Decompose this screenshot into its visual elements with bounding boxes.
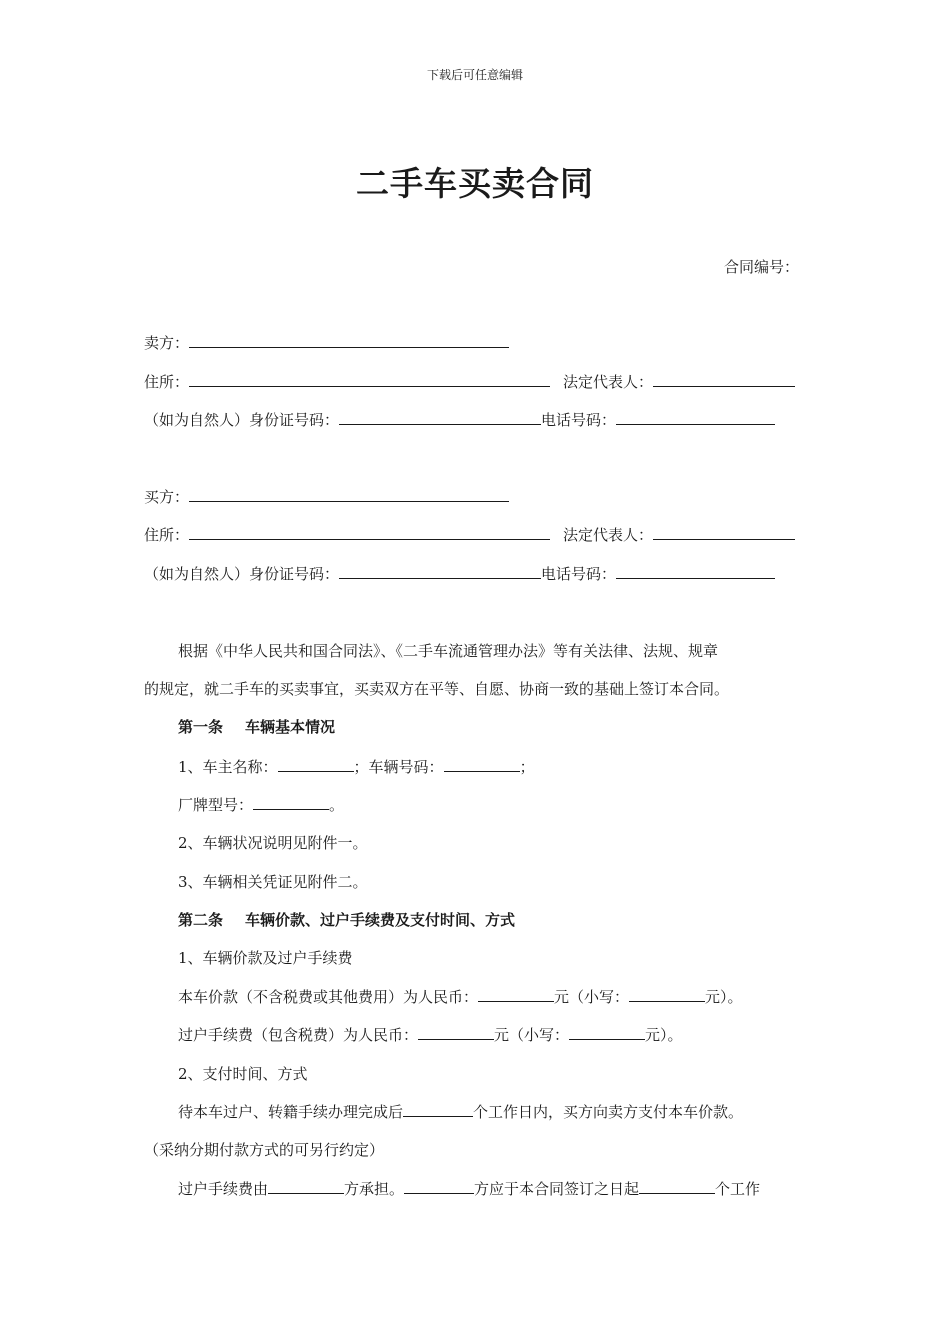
buyer-name-label: 买方： [144, 488, 190, 506]
price-small-field[interactable] [629, 986, 705, 1002]
bearer-text-b: 方承担。 [344, 1180, 405, 1198]
model-label: 厂牌型号： [178, 796, 254, 814]
seller-phone-label: 电话号码： [541, 411, 617, 429]
bearer-text-a: 过户手续费由 [178, 1180, 269, 1198]
intro-line-1: 根据《中华人民共和国合同法》、《二手车流通管理办法》等有关法律、法规、规章 [178, 642, 719, 660]
buyer-legal-rep-line [563, 524, 795, 545]
bearer-text-c: 方应于本合同签订之日起 [474, 1180, 640, 1198]
owner-name-field[interactable] [278, 756, 354, 772]
buyer-id-field[interactable] [339, 563, 541, 579]
article-2-heading [178, 909, 515, 930]
price-label: 本车价款（不含税费或其他费用）为人民币： [178, 988, 479, 1006]
seller-name-line [144, 332, 509, 353]
fee-label: 过户手续费（包含税费）为人民币： [178, 1026, 419, 1044]
buyer-name-field[interactable] [189, 486, 509, 502]
article-2-number: 第二条 [178, 911, 224, 929]
article-1-number: 第一条 [178, 718, 224, 736]
buyer-id-line [144, 563, 775, 584]
fee-end: 元）。 [645, 1026, 683, 1044]
price-line [178, 986, 743, 1007]
buyer-phone-label: 电话号码： [541, 565, 617, 583]
buyer-phone-field[interactable] [616, 563, 775, 579]
payment-line [178, 1101, 743, 1122]
seller-legal-rep-label: 法定代表人： [563, 373, 654, 391]
article-1-title: 车辆基本情况 [245, 718, 336, 736]
seller-id-line [144, 409, 775, 430]
seller-name-label: 卖方： [144, 334, 190, 352]
model-end: 。 [329, 796, 345, 814]
seller-address-line [144, 371, 550, 392]
buyer-name-line [144, 486, 509, 507]
intro-line-2: 的规定，就二手车的买卖事宜，买卖双方在平等、自愿、协商一致的基础上签订本合同。 [144, 680, 730, 698]
buyer-id-label: （如为自然人）身份证号码： [144, 565, 340, 583]
seller-id-label: （如为自然人）身份证号码： [144, 411, 340, 429]
seller-address-label: 住所： [144, 373, 190, 391]
plate-number-field[interactable] [444, 756, 520, 772]
price-small-label: 元（小写： [554, 988, 630, 1006]
contract-number-label: 合同编号： [724, 258, 800, 276]
seller-address-field[interactable] [189, 371, 550, 387]
fee-bearer-line [178, 1178, 760, 1199]
buyer-address-field[interactable] [189, 524, 550, 540]
buyer-address-line [144, 524, 550, 545]
bearer-party-2-field[interactable] [404, 1178, 474, 1194]
buyer-legal-rep-label: 法定代表人： [563, 526, 654, 544]
model-field[interactable] [253, 794, 329, 810]
seller-legal-rep-field[interactable] [653, 371, 795, 387]
payment-note: （采纳分期付款方式的可另行约定） [144, 1141, 385, 1159]
seller-id-field[interactable] [339, 409, 541, 425]
price-field[interactable] [478, 986, 554, 1002]
article-1-item-3: 3、车辆相关凭证见附件二。 [178, 873, 368, 891]
article-2-sub-2: 2、支付时间、方式 [178, 1065, 308, 1083]
owner-name-label: 1、车主名称： [178, 758, 278, 776]
bearer-party-field[interactable] [268, 1178, 344, 1194]
article-2-sub-1: 1、车辆价款及过户手续费 [178, 949, 353, 967]
fee-field[interactable] [418, 1024, 494, 1040]
price-end: 元）。 [705, 988, 743, 1006]
fee-line [178, 1024, 683, 1045]
bearer-days-field[interactable] [639, 1178, 715, 1194]
fee-small-field[interactable] [569, 1024, 645, 1040]
article-1-item-2: 2、车辆状况说明见附件一。 [178, 834, 368, 852]
buyer-address-label: 住所： [144, 526, 190, 544]
buyer-legal-rep-field[interactable] [653, 524, 795, 540]
seller-name-field[interactable] [189, 332, 509, 348]
plate-number-label: ；车辆号码： [353, 758, 444, 776]
article-1-model [178, 794, 344, 815]
payment-text-a: 待本车过户、转籍手续办理完成后 [178, 1103, 404, 1121]
fee-small-label: 元（小写： [494, 1026, 570, 1044]
seller-phone-field[interactable] [616, 409, 775, 425]
payment-text-b: 个工作日内，买方向卖方支付本车价款。 [473, 1103, 744, 1121]
seller-legal-rep-line [563, 371, 795, 392]
article-2-title: 车辆价款、过户手续费及支付时间、方式 [245, 911, 516, 929]
article-1-heading [178, 716, 335, 737]
document-title: 二手车买卖合同 [356, 164, 594, 203]
item-1-end: ； [519, 758, 535, 776]
payment-days-field[interactable] [403, 1101, 473, 1117]
article-1-item-1 [178, 756, 535, 777]
bearer-text-d: 个工作 [715, 1180, 761, 1198]
header-note: 下载后可任意编辑 [426, 68, 523, 82]
